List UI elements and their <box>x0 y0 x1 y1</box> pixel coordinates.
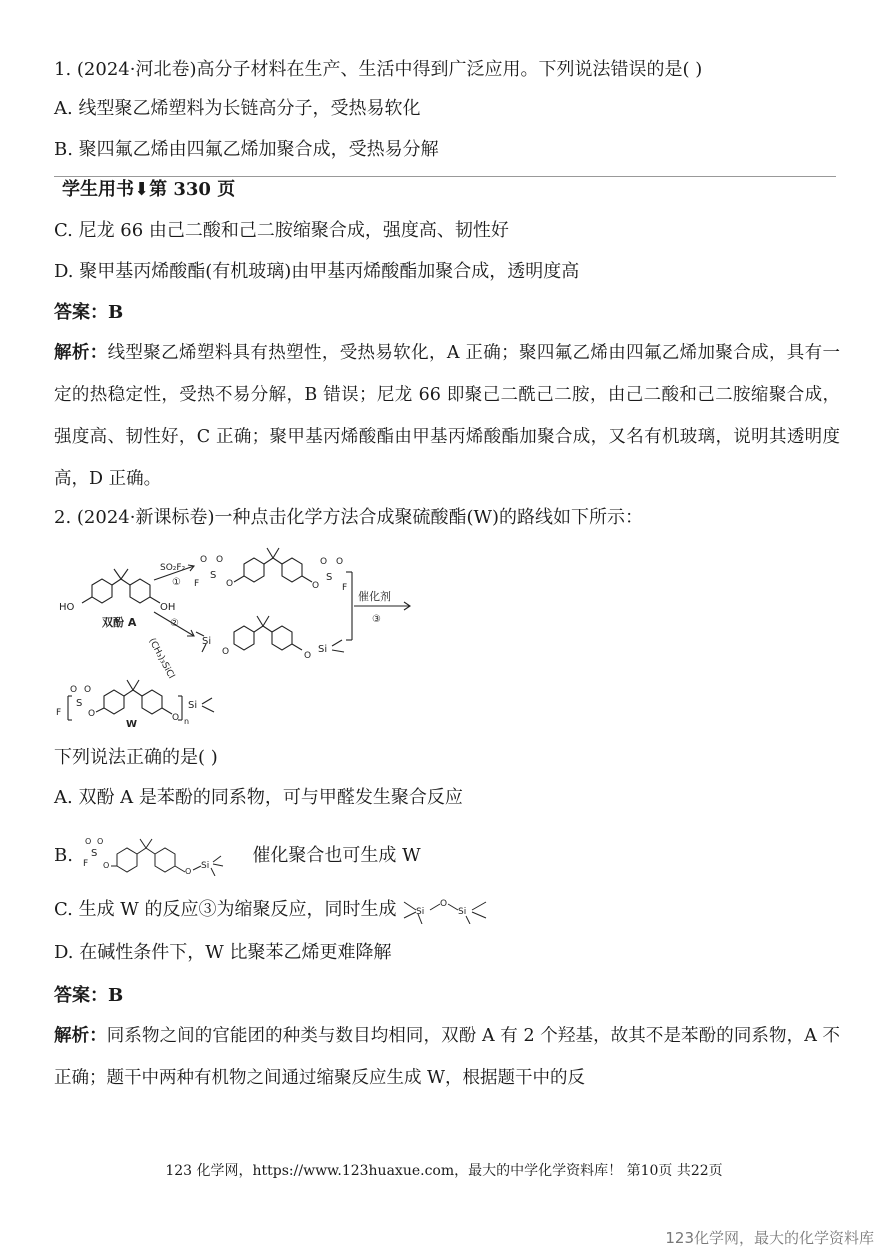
svg-text:O: O <box>70 685 78 695</box>
answer-value: B <box>108 985 124 1006</box>
q2-explanation <box>54 1015 840 1099</box>
q2-option-a: A. 双酚 A 是苯酚的同系物，可与甲醛发生聚合反应 <box>54 787 463 808</box>
page-footer: 123 化学网，https://www.123huaxue.com，最大的中学化学资料库！ 第10页 共22页 <box>165 1163 723 1179</box>
q2-question: 下列说法正确的是( ) <box>54 747 218 768</box>
answer-label: 答案： <box>54 302 108 323</box>
reagent-1: SO₂F₂ <box>160 563 186 573</box>
q1-option-a: A. 线型聚乙烯塑料为长链高分子，受热易软化 <box>54 98 421 119</box>
q1-option-b: B. 聚四氟乙烯由四氟乙烯加聚合成，受热易分解 <box>54 139 439 160</box>
q2-stem: 2. (2024·新课标卷)一种点击化学方法合成聚硫酸酯(W)的路线如下所示： <box>54 507 644 528</box>
svg-text:O: O <box>102 861 109 870</box>
svg-text:Si: Si <box>416 907 425 917</box>
q2-option-c-prefix: C. 生成 W 的反应③为缩聚反应，同时生成 <box>54 899 397 920</box>
svg-text:S: S <box>326 572 333 583</box>
q2-option-c <box>54 896 490 924</box>
explanation-text: 同系物之间的官能团的种类与数目均相同，双酚 A 有 2 个羟基，故其不是苯酚的同系物，A 不正确；题干中两种有机物之间通过缩聚反应生成 W，根据题干中的反 <box>54 1026 840 1088</box>
svg-text:Si: Si <box>458 907 467 917</box>
q2-option-b <box>54 836 421 876</box>
synthesis-scheme <box>54 540 474 740</box>
svg-text:O: O <box>200 555 208 565</box>
silyl-ether-structure <box>196 616 344 661</box>
q1-answer <box>54 301 123 325</box>
book-prefix: 学生用书 <box>62 179 134 200</box>
reagent-2: (CH₃)₃SiCl <box>146 636 176 681</box>
svg-text:Si: Si <box>200 861 209 871</box>
q1-explanation <box>54 332 840 500</box>
svg-text:F: F <box>82 859 88 869</box>
svg-text:Si: Si <box>202 636 212 647</box>
step-2-label: ② <box>170 618 179 629</box>
step-1-label: ① <box>172 577 181 588</box>
svg-text:O: O <box>312 581 320 591</box>
svg-text:O: O <box>222 647 230 657</box>
explanation-label: 解析： <box>54 1026 107 1046</box>
w-label: W <box>126 719 138 730</box>
svg-text:Si: Si <box>318 644 328 655</box>
svg-text:O: O <box>88 709 96 719</box>
book-page: 第 330 页 <box>149 179 236 200</box>
catalyst-label: 催化剂 <box>358 590 391 603</box>
svg-text:O: O <box>320 557 328 567</box>
q1-option-c: C. 尼龙 66 由己二酸和己二胺缩聚合成，强度高、韧性好 <box>54 220 509 241</box>
q2-answer <box>54 984 123 1008</box>
q1-option-d: D. 聚甲基丙烯酸酯(有机玻璃)由甲基丙烯酸酯加聚合成，透明度高 <box>54 261 580 282</box>
svg-text:O: O <box>184 867 191 876</box>
svg-text:O: O <box>216 555 224 565</box>
svg-text:S: S <box>210 570 217 581</box>
oh-label: OH <box>160 602 176 613</box>
svg-text:F: F <box>194 579 200 589</box>
polymer-w-structure <box>56 680 214 730</box>
q2-option-b-suffix: 催化聚合也可生成 W <box>252 845 421 866</box>
svg-text:S: S <box>76 698 83 709</box>
fluorosulfate-structure <box>194 548 347 593</box>
bpa-label: 双酚 A <box>102 616 137 629</box>
disiloxane-structure <box>402 896 490 924</box>
svg-text:n: n <box>184 717 190 726</box>
down-arrow-icon: ⬇ <box>134 179 150 200</box>
svg-text:F: F <box>342 583 348 593</box>
svg-text:O: O <box>84 685 92 695</box>
answer-label: 答案： <box>54 985 108 1006</box>
explanation-text: 线型聚乙烯塑料具有热塑性，受热易软化，A 正确；聚四氟乙烯由四氟乙烯加聚合成，具有一定的热稳定性，受热不易分解，B 错误；尼龙 66 即聚己二酰己二胺，由己二酸和己二胺缩聚合成，强度高、韧性好，C 正确；聚甲基丙烯酸酯由甲基丙烯酸酯加聚合成，又名有机玻璃，说明其透明度高，D 正确。 <box>54 343 841 489</box>
option-b-structure <box>79 836 247 876</box>
svg-text:S: S <box>90 848 98 859</box>
book-reference <box>62 178 235 202</box>
answer-value: B <box>108 302 124 323</box>
bisphenol-a-structure <box>59 569 175 629</box>
ho-label: HO <box>59 602 75 613</box>
q2-option-b-prefix: B. <box>54 845 73 866</box>
q2-option-d: D. 在碱性条件下，W 比聚苯乙烯更难降解 <box>54 942 392 963</box>
section-divider <box>54 176 836 177</box>
svg-text:O: O <box>336 557 344 567</box>
svg-text:O: O <box>226 579 234 589</box>
svg-text:O: O <box>304 651 312 661</box>
step-3-label: ③ <box>372 614 381 625</box>
q1-stem: 1. (2024·河北卷)高分子材料在生产、生活中得到广泛应用。下列说法错误的是( ) <box>54 59 703 80</box>
svg-text:O: O <box>84 837 91 846</box>
watermark: 123化学网，最大的化学资料库 <box>665 1229 874 1247</box>
svg-text:O: O <box>440 899 448 909</box>
svg-text:O: O <box>172 713 180 723</box>
svg-text:Si: Si <box>188 700 198 711</box>
svg-text:O: O <box>96 837 103 846</box>
explanation-label: 解析： <box>54 343 108 363</box>
svg-text:F: F <box>56 708 62 718</box>
